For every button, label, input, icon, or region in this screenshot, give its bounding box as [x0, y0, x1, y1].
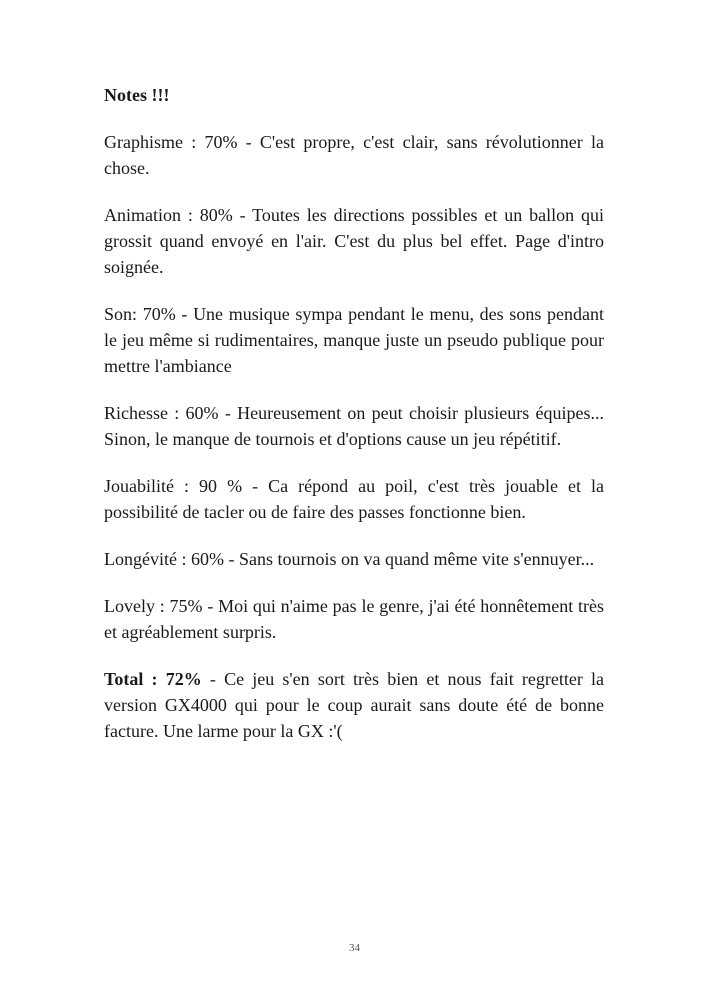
note-jouabilite	[104, 473, 604, 525]
note-text: Ca répond au poil, c'est très jouable et la possibilité de tacler ou de faire des passes fonctionne bien.	[104, 476, 604, 522]
note-label: Richesse : 60% -	[104, 403, 238, 423]
note-label: Longévité : 60% -	[104, 549, 239, 569]
note-text: Toutes les directions possibles et un ballon qui grossit quand envoyé en l'air. C'est du plus bel effet. Page d'intro soignée.	[104, 205, 605, 277]
note-label: Jouabilité : 90 % -	[104, 476, 269, 496]
document-page	[104, 82, 604, 765]
total-label: Total : 72%	[104, 669, 202, 689]
note-animation	[104, 202, 604, 280]
note-graphisme	[104, 129, 604, 181]
note-label: Son: 70% -	[104, 304, 194, 324]
note-label: Animation : 80% -	[104, 205, 253, 225]
note-total	[104, 666, 604, 744]
notes-heading: Notes !!!	[104, 85, 170, 105]
note-richesse	[104, 400, 604, 452]
note-text: Moi qui n'aime pas le genre, j'ai été honnêtement très et agréablement surpris.	[104, 596, 604, 642]
note-text: Une musique sympa pendant le menu, des sons pendant le jeu même si rudimentaires, manque juste un pseudo publique pour mettre l'ambiance	[104, 304, 604, 376]
note-label: Graphisme : 70% -	[104, 132, 260, 152]
note-longevite	[104, 546, 604, 572]
note-text: Sans tournois on va quand même vite s'ennuyer...	[238, 549, 595, 569]
note-text: Heureusement on peut choisir plusieurs équipes... Sinon, le manque de tournois et d'options cause un jeu répétitif.	[104, 403, 604, 449]
note-label: Lovely : 75% -	[104, 596, 219, 616]
note-lovely	[104, 593, 604, 645]
note-text: C'est propre, c'est clair, sans révolutionner la chose.	[104, 132, 604, 178]
page-number: 34	[349, 942, 360, 954]
total-text: - Ce jeu s'en sort très bien et nous fait regretter la version GX4000 qui pour le coup aurait sans doute été de bonne facture. Une larme pour la GX :'(	[104, 669, 605, 741]
note-son	[104, 301, 604, 379]
